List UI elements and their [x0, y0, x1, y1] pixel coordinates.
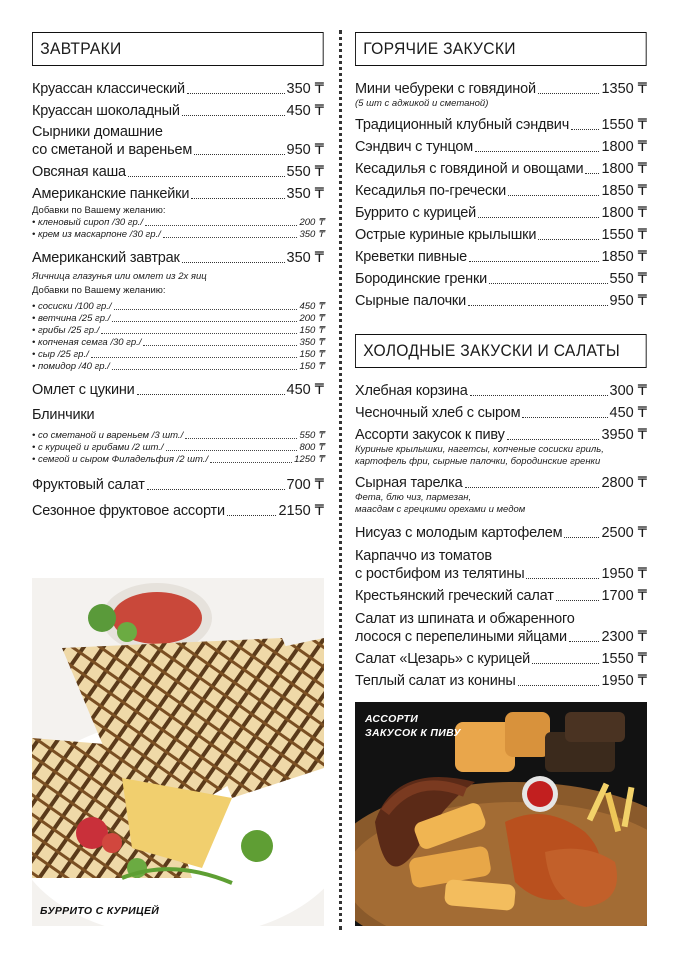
menu-item: Круассан классический 350 ₸	[32, 81, 324, 97]
item-note: картофель фри, сырные палочки, бородинские гренки	[355, 456, 601, 467]
addon-item: • кленовый сироп /30 гр./ 200 ₸	[32, 217, 324, 228]
menu-item: Крестьянский греческий салат 1700 ₸	[355, 588, 647, 604]
menu-item: Салат «Цезарь» с курицей 1550 ₸	[355, 651, 647, 667]
addon-item: • помидор /40 гр./ 150 ₸	[32, 361, 324, 372]
addon-item: • копченая семга /30 гр./ 350 ₸	[32, 337, 324, 348]
menu-item: Острые куриные крылышки 1550 ₸	[355, 227, 647, 243]
column-divider	[339, 30, 342, 930]
menu-item: Мини чебуреки с говядиной 1350 ₸ (5 шт с аджикой и сметаной)	[355, 81, 647, 109]
item-note: (5 шт с аджикой и сметаной)	[355, 98, 489, 109]
menu-item: Бородинские гренки 550 ₸	[355, 271, 647, 287]
menu-item: Сырники домашние со сметаной и вареньем 950 ₸	[32, 124, 324, 158]
menu-item	[32, 407, 324, 466]
menu-item: Теплый салат из конины 1950 ₸	[355, 673, 647, 689]
menu-item: Овсяная каша 550 ₸	[32, 164, 324, 180]
addons-title: Добавки по Вашему желанию:	[32, 285, 166, 296]
section-title-hot: ГОРЯЧИЕ ЗАКУСКИ	[355, 32, 647, 66]
blini-title: Блинчики	[32, 407, 95, 423]
menu-item: Нисуаз с молодым картофелем 2500 ₸	[355, 525, 647, 541]
addon-item: • грибы /25 гр./ 150 ₸	[32, 325, 324, 336]
addon-item: • ветчина /25 гр./ 200 ₸	[32, 313, 324, 324]
menu-item: Хлебная корзина 300 ₸	[355, 383, 647, 399]
burrito-caption: БУРРИТО С КУРИЦЕЙ	[40, 905, 160, 917]
breakfast-column	[32, 32, 324, 524]
menu-item: Омлет с цукини 450 ₸	[32, 382, 324, 398]
addon-item: • сосиски /100 гр./ 450 ₸	[32, 301, 324, 312]
menu-item: Сезонное фруктовое ассорти 2150 ₸	[32, 503, 324, 519]
item-note: Фета, блю чиз, пармезан,	[355, 492, 472, 503]
addon-item: • семгой и сыром Филадельфия /2 шт./ 1250 ₸	[32, 454, 324, 465]
menu-item: Американские панкейки 350 ₸ Добавки по Вашему желанию: • кленовый сироп /30 гр./ 200 ₸ • крем из маскарпоне /30 гр./ 350 ₸	[32, 186, 324, 240]
addon-item: • сыр /25 гр./ 150 ₸	[32, 349, 324, 360]
menu-item: Карпаччо из томатов с ростбифом из телятины 1950 ₸	[355, 548, 647, 582]
menu-item: Ассорти закусок к пиву 3950 ₸ Куриные крылышки, нагетсы, копченые сосиски гриль, картофель фри, сырные палочки, бородинские гренки	[355, 427, 647, 467]
burrito-photo	[32, 578, 324, 926]
item-note: Яичница глазунья или омлет из 2х яиц	[32, 271, 207, 282]
snacks-column	[355, 32, 647, 694]
item-note: Куриные крылышки, нагетсы, копченые сосиски гриль,	[355, 444, 604, 455]
addon-item: • крем из маскарпоне /30 гр./ 350 ₸	[32, 229, 324, 240]
beer-snacks-caption: АССОРТИ ЗАКУСОК К ПИВУ	[365, 713, 461, 739]
beer-snacks-photo	[355, 702, 647, 926]
menu-item: Традиционный клубный сэндвич 1550 ₸	[355, 117, 647, 133]
menu-item: Круассан шоколадный 450 ₸	[32, 103, 324, 119]
menu-item: Салат из шпината и обжаренного лосося с перепелиными яйцами 2300 ₸	[355, 611, 647, 645]
menu-item: Сырные палочки 950 ₸	[355, 293, 647, 309]
section-title-cold: ХОЛОДНЫЕ ЗАКУСКИ И САЛАТЫ	[355, 334, 647, 368]
menu-item: Сэндвич с тунцом 1800 ₸	[355, 139, 647, 155]
burrito-illustration	[32, 578, 324, 926]
menu-item: Креветки пивные 1850 ₸	[355, 249, 647, 265]
section-title-breakfast: ЗАВТРАКИ	[32, 32, 324, 66]
menu-item: Фруктовый салат 700 ₸	[32, 477, 324, 493]
menu-item: Американский завтрак 350 ₸ Яичница глазунья или омлет из 2х яиц Добавки по Вашему желанию: • сосиски /100 гр./ 450 ₸ • ветчина /25 гр./ 200 ₸ • грибы /25 гр./ 150 ₸ • копченая семга /30 гр./ 350 ₸ • сыр /25 гр./ 150 ₸ • помидор /40 гр./ 150 ₸	[32, 250, 324, 372]
addon-item: • со сметаной и вареньем /3 шт./ 550 ₸	[32, 430, 324, 441]
addon-item: • с курицей и грибами /2 шт./ 800 ₸	[32, 442, 324, 453]
menu-item: Кесадилья по-гречески 1850 ₸	[355, 183, 647, 199]
menu-item: Буррито с курицей 1800 ₸	[355, 205, 647, 221]
menu-item: Кесадилья с говядиной и овощами 1800 ₸	[355, 161, 647, 177]
item-note: маасдам с грецкими орехами и медом	[355, 504, 526, 515]
menu-item: Чесночный хлеб с сыром 450 ₸	[355, 405, 647, 421]
addons-title: Добавки по Вашему желанию:	[32, 205, 166, 216]
menu-item: Сырная тарелка 2800 ₸ Фета, блю чиз, пармезан, маасдам с грецкими орехами и медом	[355, 475, 647, 515]
